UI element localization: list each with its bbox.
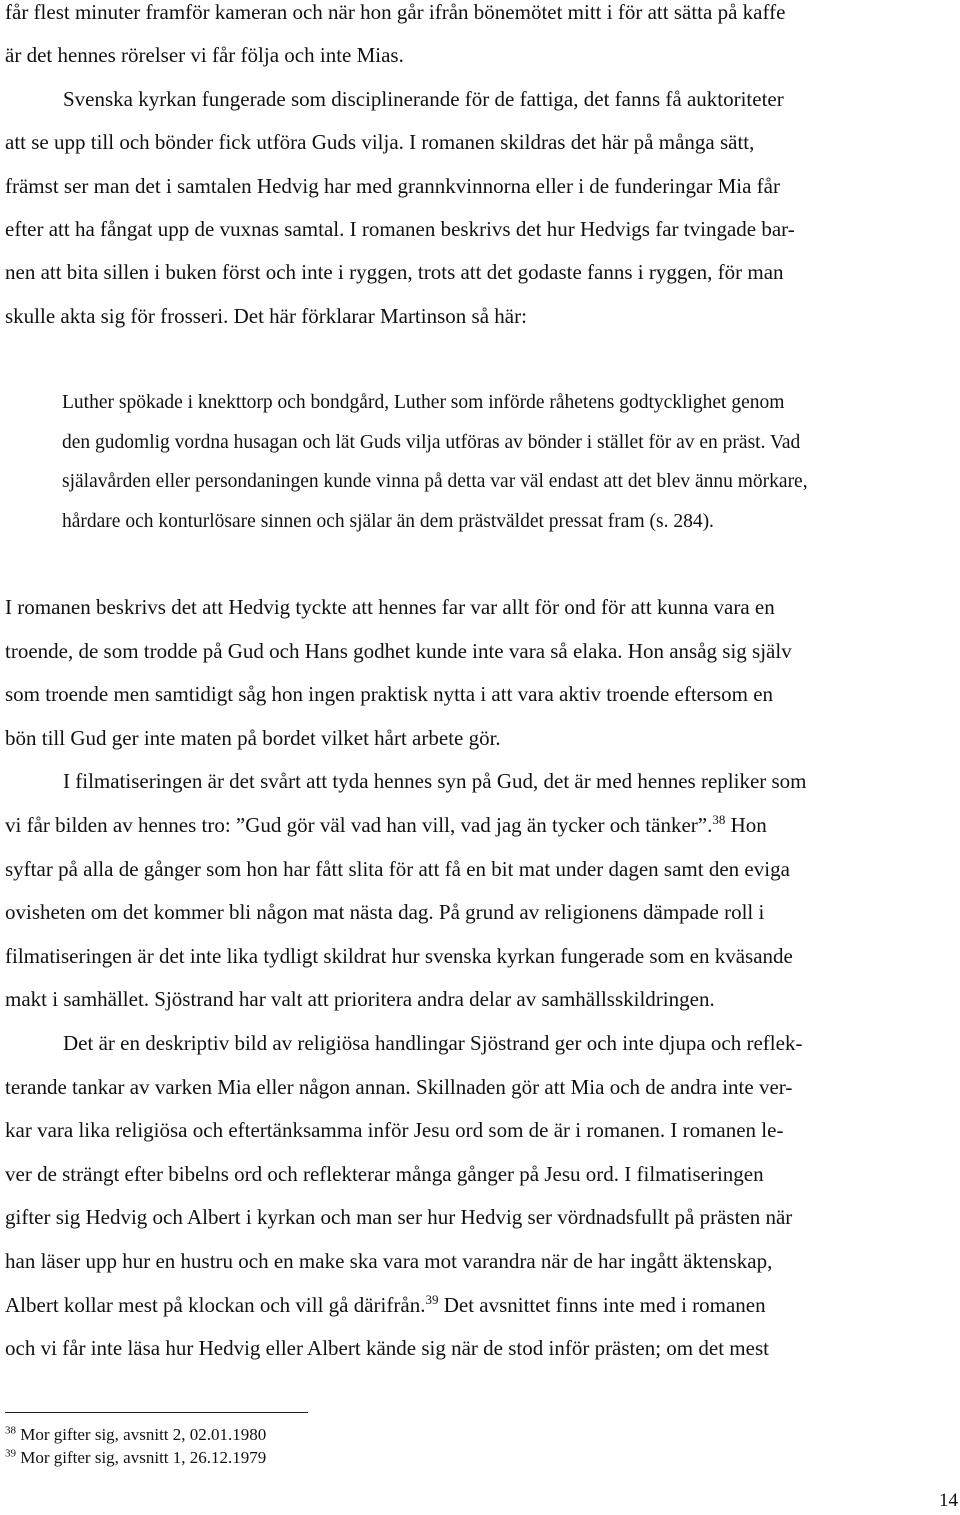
- footnote-ref-39: 39: [425, 1291, 439, 1307]
- text-run: Hon: [725, 812, 767, 837]
- text-line: ver de strängt efter bibelns ord och reflekterar många gånger på Jesu ord. I filmatiseringen: [5, 1161, 764, 1186]
- quote-line: Luther spökade i knekttorp och bondgård, Luther som införde råhetens godtycklighet genom: [62, 392, 785, 413]
- footnote-divider: [5, 1412, 308, 1413]
- text-line: Det är en deskriptiv bild av religiösa handlingar Sjöstrand ger och inte djupa och reflek-: [63, 1030, 803, 1055]
- text-line: som troende men samtidigt såg hon ingen praktisk nytta i att vara aktiv troende eftersom en: [5, 682, 774, 707]
- body-paragraph-1: [5, 0, 960, 338]
- text-line: I filmatiseringen är det svårt att tyda hennes syn på Gud, det är med hennes repliker som: [63, 769, 807, 794]
- text-line: nen att bita sillen i buken först och inte i ryggen, trots att det godaste fanns i ryggen, för man: [5, 260, 784, 285]
- text-line: syftar på alla de gånger som hon har fått slita för att få en bit mat under dagen samt den eviga: [5, 856, 790, 881]
- text-line: terande tankar av varken Mia eller någon annan. Skillnaden gör att Mia och de andra inte ver-: [5, 1074, 793, 1099]
- text-line: kar vara lika religiösa och eftertänksamma inför Jesu ord som de är i romanen. I romanen le-: [5, 1118, 784, 1143]
- footnote-number: 39: [5, 1447, 16, 1460]
- main-text: [5, 586, 960, 1371]
- text-line: troende, de som trodde på Gud och Hans godhet kunde inte vara så elaka. Hon ansåg sig själv: [5, 638, 792, 663]
- quote-line: den gudomlig vordna husagan och lät Guds vilja utföras av bönder i stället för av en präst. Vad: [62, 431, 801, 453]
- text-line: Svenska kyrkan fungerade som disciplinerande för de fattiga, det fanns få auktoriteter: [63, 86, 784, 111]
- block-quote: [62, 383, 960, 541]
- page-number: 14: [939, 1490, 958, 1511]
- text-line: och vi får inte läsa hur Hedvig eller Albert kände sig när de stod inför prästen; om det mest: [5, 1336, 769, 1361]
- text-line: främst ser man det i samtalen Hedvig har med grannkvinnorna eller i de funderingar Mia får: [5, 173, 780, 198]
- quote-line: själavården eller persondaningen kunde vinna på detta var väl endast att det blev ännu mörkare,: [62, 471, 808, 493]
- text-line: efter att ha fångat upp de vuxnas samtal. I romanen beskrivs det hur Hedvigs far tvingade bar-: [5, 216, 795, 241]
- text-run: vi får bilden av hennes tro: ”Gud gör väl vad han vill, vad jag än tycker och tänker”.: [5, 812, 713, 837]
- footnote-39: [5, 1447, 266, 1469]
- footnote-38: [5, 1424, 266, 1446]
- text-line: gifter sig Hedvig och Albert i kyrkan och man ser hur Hedvig ser vördnadsfullt på prästen när: [5, 1205, 793, 1230]
- text-line: att se upp till och bönder fick utföra Guds vilja. I romanen skildras det här på många sätt,: [5, 130, 755, 155]
- text-line: bön till Gud ger inte maten på bordet vilket hårt arbete gör.: [5, 725, 501, 750]
- text-line: han läser upp hur en hustru och en make ska vara mot varandra när de har ingått äktenskap,: [5, 1248, 773, 1273]
- text-line: får flest minuter framför kameran och när hon går ifrån bönemötet mitt i för att sätta på kaffe: [5, 0, 786, 24]
- text-line: makt i samhället. Sjöstrand har valt att prioritera andra delar av samhällsskildringen.: [5, 987, 715, 1012]
- text-run: Det avsnittet finns inte med i romanen: [438, 1292, 766, 1317]
- footnote-ref-38: 38: [712, 811, 726, 827]
- text-line: [5, 804, 960, 848]
- text-line: är det hennes rörelser vi får följa och inte Mias.: [5, 43, 404, 68]
- footnote-number: 38: [5, 1424, 16, 1437]
- quote-line: hårdare och konturlösare sinnen och själar än dem prästväldet pressat fram (s. 284).: [62, 510, 714, 532]
- text-line: [5, 1284, 960, 1328]
- footnote-text: Mor gifter sig, avsnitt 2, 02.01.1980: [16, 1425, 267, 1444]
- text-line: I romanen beskrivs det att Hedvig tyckte att hennes far var allt för ond för att kunna vara en: [5, 595, 775, 619]
- text-line: filmatiseringen är det inte lika tydligt skildrat hur svenska kyrkan fungerade som en kväsande: [5, 943, 793, 968]
- footnote-text: Mor gifter sig, avsnitt 1, 26.12.1979: [16, 1448, 267, 1467]
- text-line: ovisheten om det kommer bli någon mat nästa dag. På grund av religionens dämpade roll i: [5, 900, 765, 925]
- text-run: Albert kollar mest på klockan och vill gå därifrån.: [5, 1292, 426, 1317]
- text-line: skulle akta sig för frosseri. Det här förklarar Martinson så här:: [5, 303, 527, 328]
